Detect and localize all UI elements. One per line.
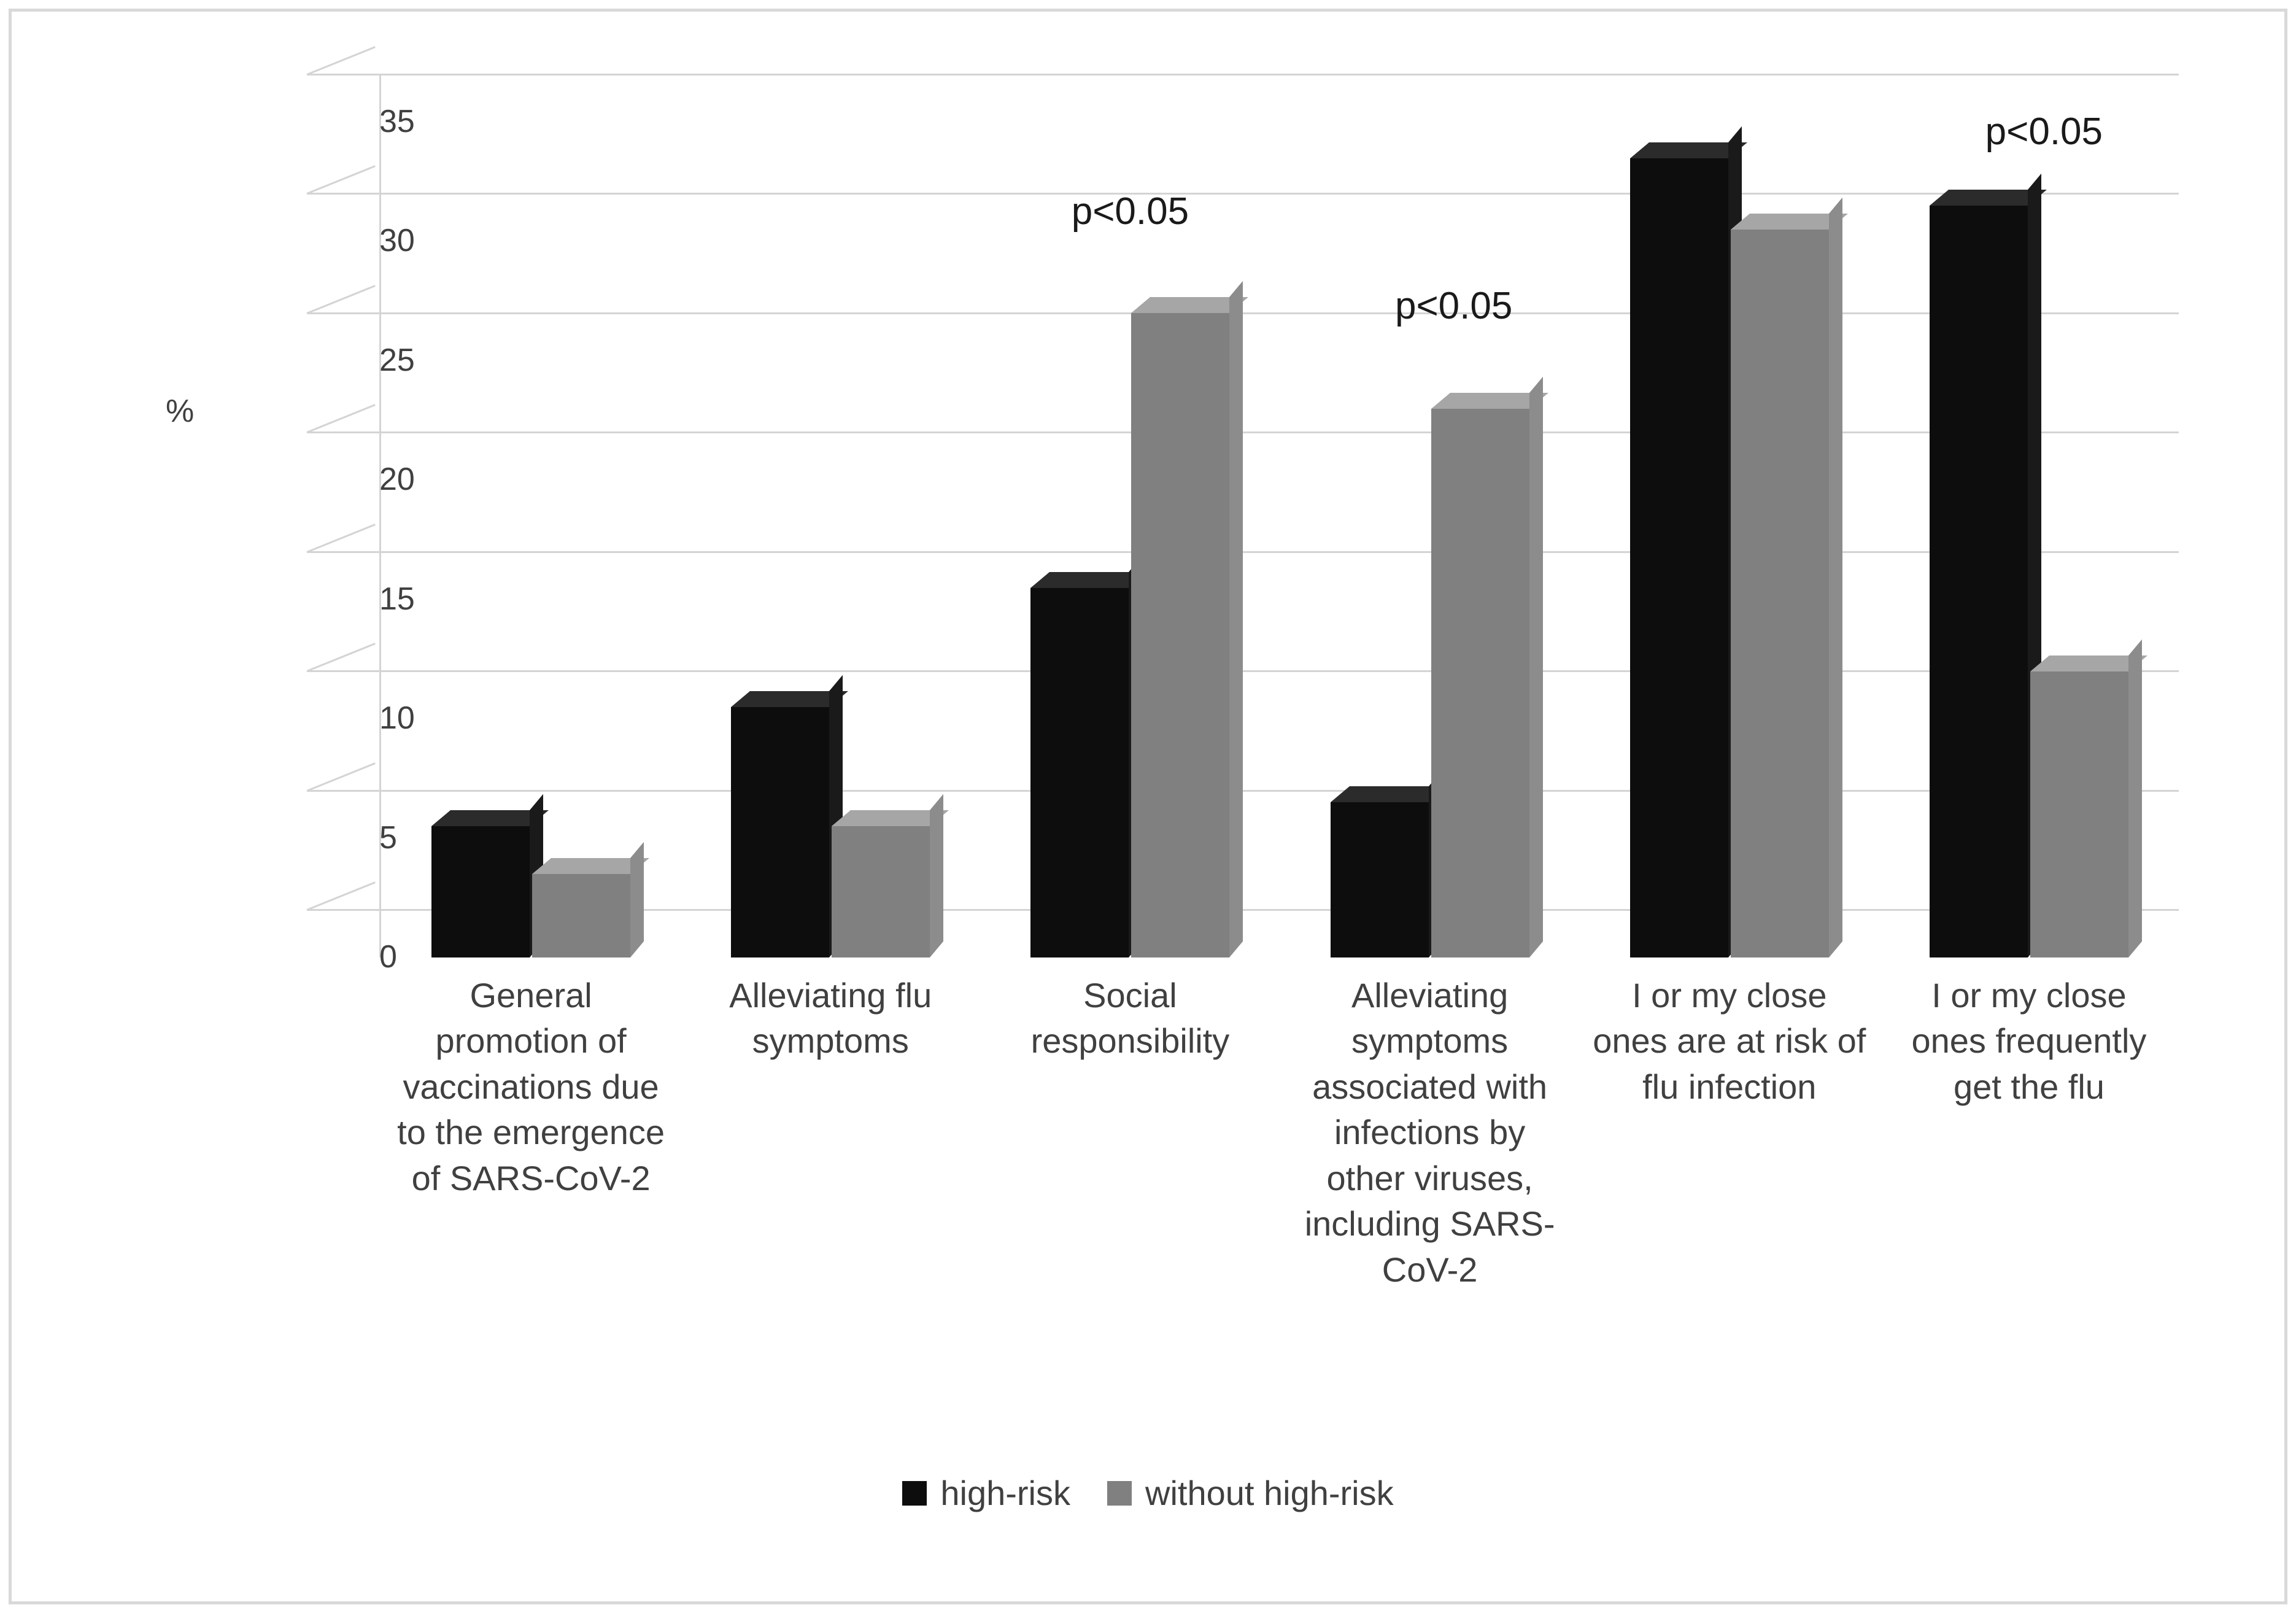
bar-wrapper (1331, 802, 1429, 957)
bar-without-high-risk[interactable] (1131, 313, 1229, 957)
plot-area: 35 30 25 20 15 10 5 0 p<0.05 p<0.05 p<0.05 (307, 74, 2179, 957)
legend-item-without-high-risk[interactable] (1107, 1473, 1394, 1513)
legend-label: high-risk (940, 1474, 1070, 1512)
legend-swatch-icon (1107, 1481, 1132, 1506)
bar-group (381, 74, 681, 957)
bar-wrapper (2030, 671, 2128, 957)
y-axis-title: % (166, 393, 195, 429)
bar-wrapper (1030, 588, 1129, 957)
bar-group (681, 74, 980, 957)
bar-without-high-risk[interactable] (1431, 409, 1529, 957)
bar-group (980, 74, 1280, 957)
bar-wrapper (431, 826, 530, 957)
bar-without-high-risk[interactable] (1731, 230, 1829, 957)
bar-high-risk[interactable] (1331, 802, 1429, 957)
bar-high-risk[interactable] (1930, 206, 2028, 957)
legend-swatch-icon (902, 1481, 927, 1506)
bar-groups (381, 74, 2179, 957)
bar-group (1280, 74, 1580, 957)
bar-high-risk[interactable] (1030, 588, 1129, 957)
pvalue-annotation: p<0.05 (1394, 285, 1513, 327)
bar-wrapper (1930, 206, 2028, 957)
pvalue-annotation: p<0.05 (1071, 190, 1189, 233)
x-tick-label: I or my close ones are at risk of flu infection (1593, 976, 1866, 1106)
bar-wrapper (832, 826, 930, 957)
bar-wrapper (1630, 158, 1728, 957)
bar-group (1879, 74, 2179, 957)
chart-legend (0, 1473, 2296, 1513)
bar-high-risk[interactable] (1630, 158, 1728, 957)
bar-wrapper (1731, 230, 1829, 957)
bar-without-high-risk[interactable] (832, 826, 930, 957)
legend-item-high-risk[interactable] (902, 1473, 1070, 1513)
legend-label: without high-risk (1145, 1474, 1394, 1512)
bar-wrapper (1431, 409, 1529, 957)
bar-group (1580, 74, 1879, 957)
x-tick-label: Social responsibility (1030, 976, 1230, 1061)
bar-without-high-risk[interactable] (2030, 671, 2128, 957)
bar-high-risk[interactable] (431, 826, 530, 957)
x-axis-labels (381, 973, 2179, 1293)
x-tick-label: General promotion of vaccinations due to the emergence of SARS-CoV-2 (397, 976, 665, 1197)
x-tick-label: Alleviating symptoms associated with infections by other viruses, including SARS-CoV-2 (1304, 976, 1555, 1289)
bar-without-high-risk[interactable] (532, 874, 630, 957)
pvalue-annotation: p<0.05 (1985, 110, 2103, 153)
bar-wrapper (532, 874, 630, 957)
bar-wrapper (731, 707, 829, 957)
bar-wrapper (1131, 313, 1229, 957)
x-tick-label: Alleviating flu symptoms (729, 976, 932, 1061)
x-tick-label: I or my close ones frequently get the flu (1911, 976, 2147, 1106)
bar-high-risk[interactable] (731, 707, 829, 957)
